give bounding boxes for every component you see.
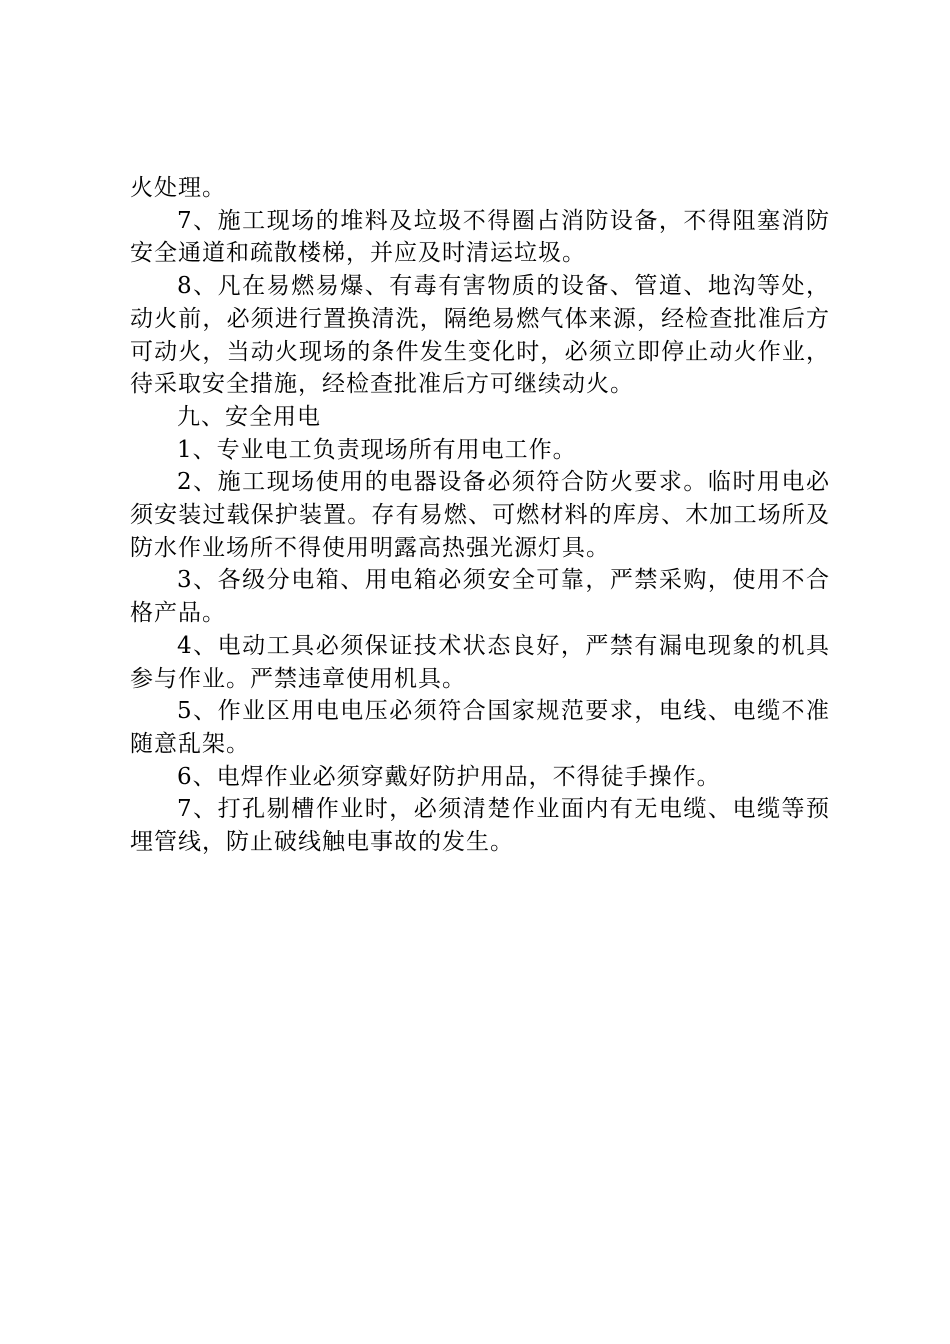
paragraph-electricity-item-2: 2、施工现场使用的电器设备必须符合防火要求。临时用电必须安装过载保护装置。存有易燃、可燃材料的库房、木加工场所及防水作业场所不得使用明露高热强光源灯具。 (130, 469, 830, 561)
paragraph-electricity-item-1: 1、专业电工负责现场所有用电工作。 (177, 436, 577, 463)
section-heading-electricity: 九、安全用电 (177, 403, 321, 430)
paragraph-continuation: 火处理。 (130, 175, 226, 201)
paragraph-electricity-item-6: 6、电焊作业必须穿戴好防护用品，不得徒手操作。 (177, 763, 721, 790)
paragraph-electricity-item-5: 5、作业区用电电压必须符合国家规范要求，电线、电缆不准随意乱架。 (130, 698, 830, 757)
paragraph-electricity-item-7: 7、打孔剔槽作业时，必须清楚作业面内有无电缆、电缆等预埋管线，防止破线触电事故的发生。 (130, 796, 830, 856)
paragraph-electricity-item-4: 4、电动工具必须保证技术状态良好，严禁有漏电现象的机具参与作业。严禁违章使用机具。 (130, 632, 830, 692)
paragraph-electricity-item-3: 3、各级分电箱、用电箱必须安全可靠，严禁采购，使用不合格产品。 (130, 567, 830, 627)
paragraph-fire-item-7: 7、施工现场的堆料及垃圾不得圈占消防设备，不得阻塞消防安全通道和疏散楼梯，并应及时清运垃圾。 (130, 207, 830, 267)
document-page (130, 172, 830, 859)
paragraph-fire-item-8: 8、凡在易燃易爆、有毒有害物质的设备、管道、地沟等处，动火前，必须进行置换清洗，隔绝易燃气体来源，经检查批准后方可动火，当动火现场的条件发生变化时，必须立即停止动火作业，待采取安全措施，经检查批准后方可继续动火。 (130, 273, 830, 398)
